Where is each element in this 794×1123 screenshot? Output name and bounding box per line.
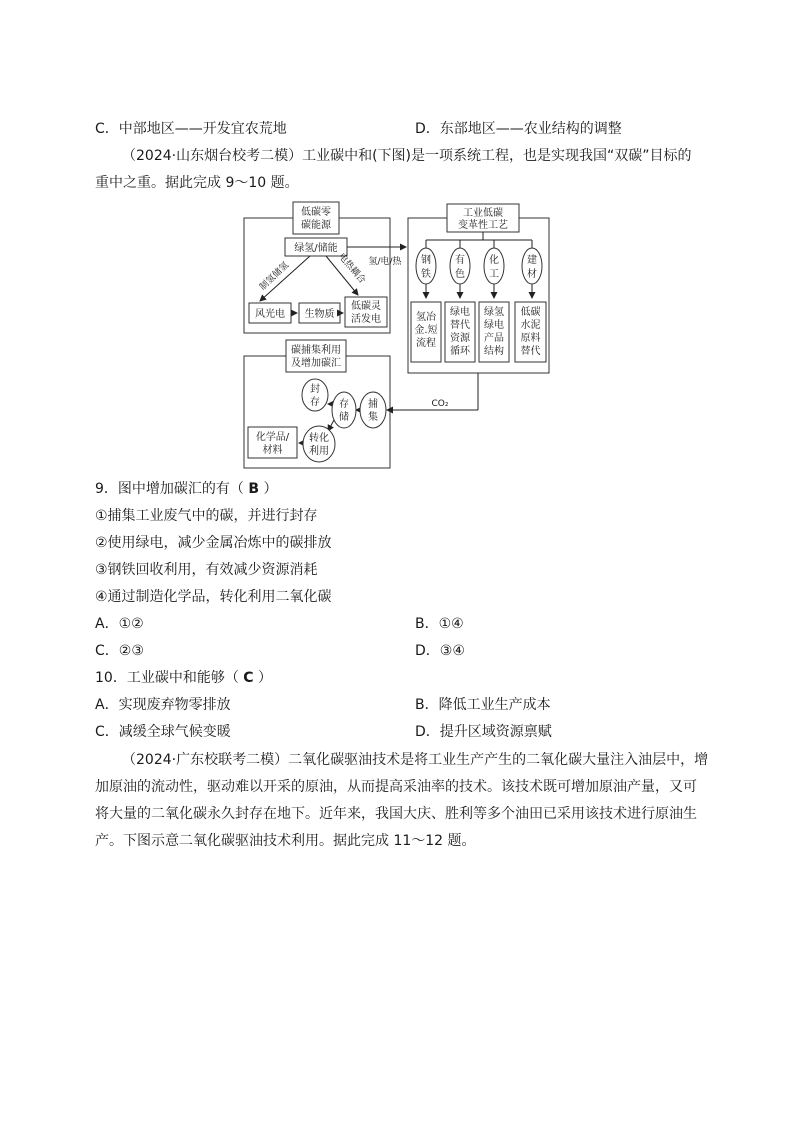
svg-text:材: [527, 267, 537, 280]
q9-option-d: D．③④: [415, 643, 465, 659]
sector-building-1: 建: [527, 255, 537, 266]
industrial-carbon-neutrality-diagram: [240, 198, 560, 474]
svg-text:低碳零: [301, 205, 331, 218]
svg-text:色: [455, 267, 465, 280]
result-chemical-4: 结构: [484, 346, 504, 357]
svg-text:绿氢/储能: [294, 241, 337, 254]
svg-text:转化: [309, 431, 329, 444]
prev-option-c: C．中部地区——开发宜农荒地: [95, 121, 287, 137]
q10-option-c: C．减缓全球气候变暖: [95, 724, 231, 740]
svg-text:工业低碳: [463, 206, 503, 219]
result-building-4: 替代: [520, 346, 541, 357]
process-title-2: 变革性工艺: [458, 220, 508, 231]
capture-label-2: 集: [368, 412, 378, 423]
q9-item-1: ①捕集工业废气中的碳，并进行封存: [95, 508, 318, 524]
passage2-line4: 产。下图示意二氧化碳驱油技术利用。据此完成 11～12 题。: [95, 833, 476, 849]
result-steel-3: 流程: [416, 338, 436, 349]
result-nonferrous-4: 循环: [450, 346, 470, 357]
q9-item-3: ③钢铁回收利用，有效减少资源消耗: [95, 562, 318, 578]
q9-option-c: C．②③: [95, 643, 144, 659]
convert-label-2: 利用: [309, 446, 329, 457]
svg-text:存: [310, 395, 320, 408]
svg-text:有: [455, 253, 465, 266]
result-steel-2: 金.短: [414, 325, 438, 336]
svg-text:生物质: [305, 307, 335, 320]
svg-text:资源: [450, 331, 471, 344]
svg-text:化学品/: [256, 430, 290, 443]
svg-text:电热耦合: [336, 250, 368, 285]
q10-option-b: B．降低工业生产成本: [415, 697, 551, 713]
co2-label: CO₂: [431, 399, 449, 409]
chem-label-1: 化学品/: [255, 432, 290, 443]
energy-title-1: 低碳零: [301, 207, 331, 218]
supply-label: 氢/电/热: [368, 257, 402, 267]
svg-text:利用: [309, 444, 329, 457]
q9-item-2: ②使用绿电，减少金属冶炼中的碳排放: [95, 535, 332, 551]
svg-text:金.短: [414, 323, 437, 336]
result-chemical-1: 绿氢: [484, 307, 504, 318]
store-label-2: 储: [339, 412, 349, 423]
svg-text:氢冶: [416, 310, 437, 323]
q10-answer: C: [243, 670, 254, 686]
q9-answer: B: [248, 481, 260, 497]
svg-text:低碳灵: [351, 299, 381, 312]
svg-text:建: [527, 253, 537, 266]
result-nonferrous-3: 资源: [450, 333, 470, 344]
hydrogen-storage-label: 绿氢/储能: [294, 243, 338, 254]
q9-stem: 9．图中增加碳汇的有（ B ）: [95, 481, 278, 497]
svg-text:循环: [450, 345, 471, 357]
store-label-1: 存: [339, 399, 349, 410]
svg-text:储: [339, 410, 349, 423]
q10-stem: 10．工业碳中和能够（ C ）: [95, 670, 272, 686]
svg-text:活发电: [351, 312, 381, 325]
result-building-2: 水泥: [520, 320, 541, 331]
svg-text:替代: [450, 318, 470, 331]
sector-steel-2: 铁: [421, 269, 431, 280]
biomass-label: 生物质: [304, 309, 335, 320]
convert-label-1: 转化: [309, 433, 329, 444]
chem-label-2: 材料: [262, 445, 283, 456]
svg-text:绿氢: [484, 305, 504, 318]
q9-option-a: A．①②: [95, 616, 144, 632]
passage1-line1: （2024·山东烟台校考二模）工业碳中和(下图)是一项系统工程，也是实现我国“双碳”目标的: [122, 148, 692, 164]
svg-text:风光电: [255, 307, 285, 320]
svg-text:替代: [521, 344, 541, 357]
svg-text:产品: [484, 331, 504, 344]
passage2-line1: （2024·广东校联考二模）二氧化碳驱油技术是将工业生产产生的二氧化碳大量注入油层中，增: [122, 752, 709, 768]
ccus-title-2: 及增加碳汇: [291, 358, 341, 369]
svg-text:封: [310, 382, 320, 395]
svg-text:碳能源: [301, 218, 332, 231]
result-chemical-3: 产品: [484, 333, 504, 344]
svg-text:低碳: [521, 305, 541, 318]
svg-text:变革性工艺: [458, 218, 508, 231]
svg-text:存: [339, 397, 349, 410]
capture-label-1: 捕: [368, 399, 378, 410]
svg-text:捕: [368, 397, 378, 410]
result-building-3: 原料: [520, 333, 541, 344]
wind-solar-label: 风光电: [255, 309, 285, 320]
svg-text:CO₂: [432, 399, 449, 409]
svg-text:绿电: [450, 305, 470, 318]
q10-option-d: D．提升区域资源禀赋: [415, 724, 552, 740]
sector-nonferrous-1: 有: [455, 255, 465, 266]
result-building-1: 低碳: [520, 307, 541, 318]
svg-text:钢: [421, 253, 431, 266]
svg-text:化: [489, 253, 499, 266]
q9-item-4: ④通过制造化学品，转化利用二氧化碳: [95, 589, 332, 605]
svg-text:流程: [416, 336, 436, 349]
svg-text:氢/电/热: [368, 255, 402, 267]
q10-option-a: A．实现废弃物零排放: [95, 697, 231, 713]
q9-option-b: B．①④: [415, 616, 464, 632]
passage1-line2: 重中之重。据此完成 9～10 题。: [95, 175, 299, 191]
left-arrow-label: 制氢储氢: [258, 260, 292, 293]
svg-text:材料: [263, 443, 283, 456]
svg-text:水泥: [521, 318, 541, 331]
seal-label-2: 存: [310, 397, 320, 408]
result-chemical-2: 绿电: [484, 320, 504, 331]
svg-text:工: [489, 268, 499, 280]
sector-chemical-1: 化: [489, 255, 499, 266]
process-title-1: 工业低碳: [463, 208, 503, 219]
prev-option-d: D．东部地区——农业结构的调整: [415, 121, 622, 137]
svg-text:及增加碳汇: [291, 356, 341, 369]
svg-text:铁: [421, 267, 431, 280]
sector-chemical-2: 工: [489, 269, 499, 280]
ccus-title-1: 碳捕集利用: [291, 345, 341, 356]
result-nonferrous-2: 替代: [450, 320, 470, 331]
svg-text:结构: [484, 344, 504, 357]
passage2-line2: 加原油的流动性，驱动难以开采的原油，从而提高采油率的技术。该技术既可增加原油产量，又可: [95, 779, 697, 795]
sector-steel-1: 钢: [421, 255, 431, 266]
result-steel-1: 氢冶: [416, 312, 436, 323]
flex-power-1: 低碳灵: [351, 301, 381, 312]
energy-title-2: 碳能源: [301, 220, 331, 231]
sector-nonferrous-2: 色: [455, 269, 465, 280]
flex-power-2: 活发电: [351, 314, 381, 325]
svg-text:集: [368, 410, 378, 423]
right-arrow-label: 电热耦合: [336, 251, 367, 286]
seal-label-1: 封: [310, 384, 320, 395]
result-nonferrous-1: 绿电: [450, 307, 470, 318]
sector-building-2: 材: [527, 269, 537, 280]
svg-text:制氢储氢: [257, 259, 291, 293]
passage2-line3: 将大量的二氧化碳永久封存在地下。近年来，我国大庆、胜利等多个油田已采用该技术进行原油生: [95, 806, 697, 822]
svg-text:原料: [521, 331, 541, 344]
svg-text:碳捕集利用: [291, 343, 341, 356]
svg-text:绿电: [484, 318, 504, 331]
